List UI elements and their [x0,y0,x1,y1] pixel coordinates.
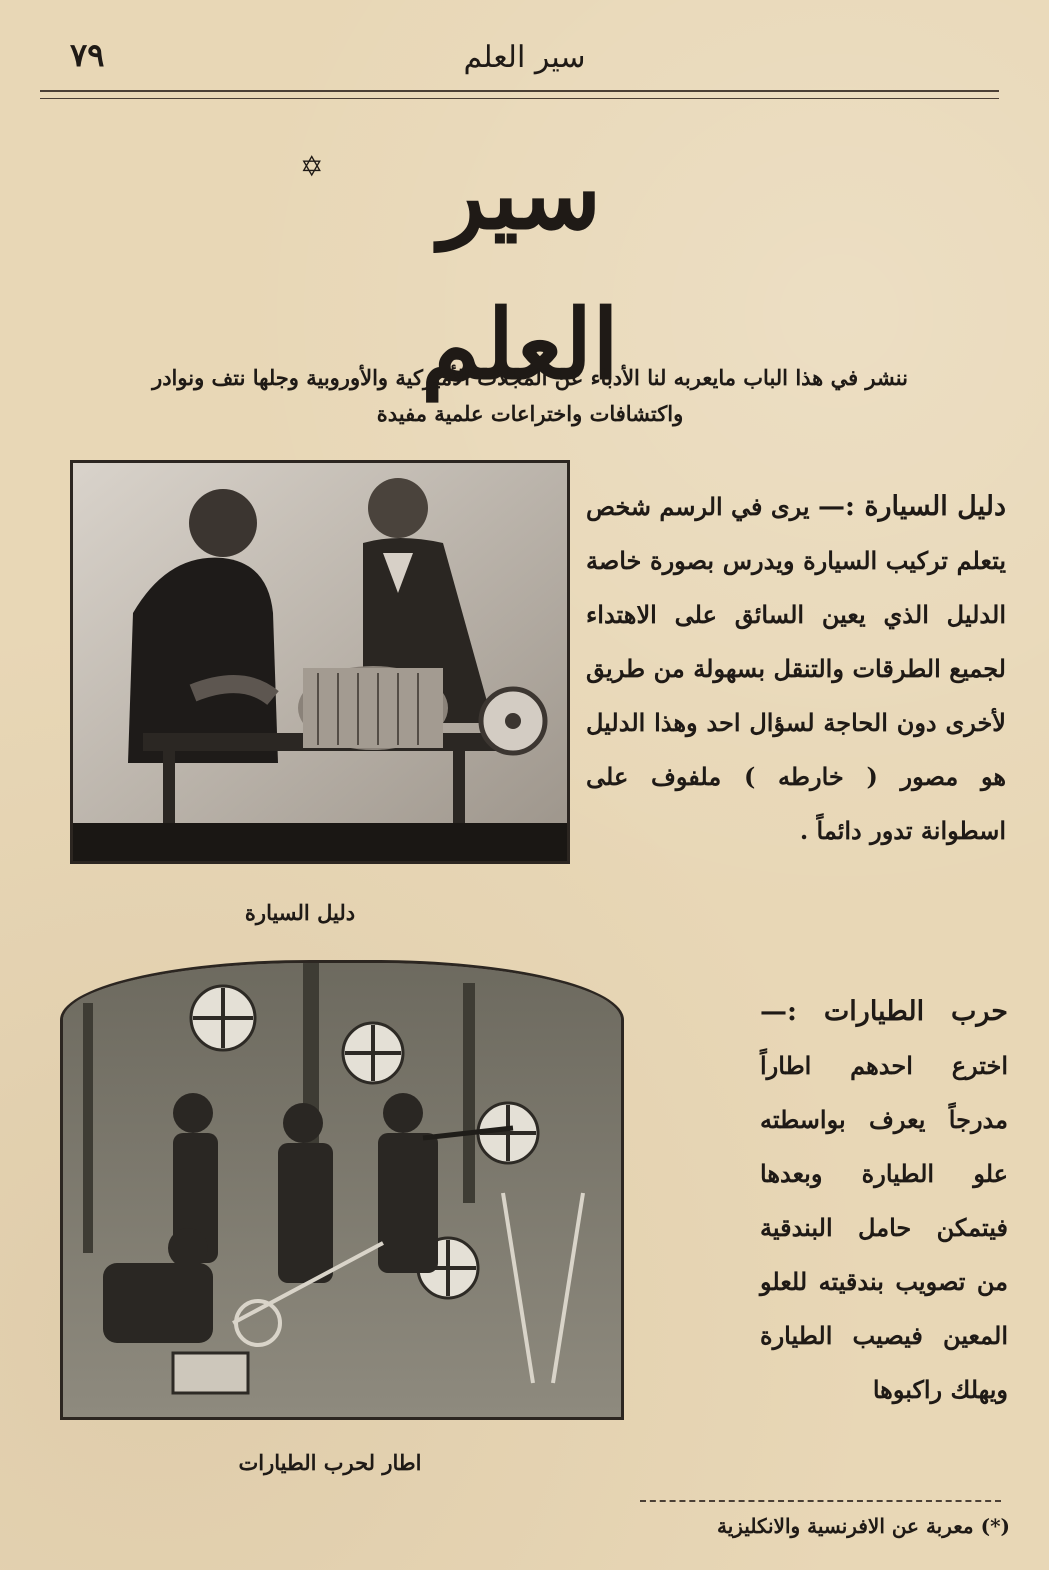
photo-car-guide [70,460,570,864]
article-aircraft-war [760,985,1008,1417]
running-title: سير العلم [463,40,586,75]
photo-caption-aircraft-frame: اطار لحرب الطيارات [238,1450,422,1475]
article-car-guide [586,480,1006,858]
masthead-title: سير العلم [421,138,619,401]
page-number: ٧٩ [70,36,105,74]
footnote-rule [640,1500,1001,1502]
article-body: اخترع احدهم اطاراً مدرجاً يعرف بواسطته علو الطيارة وبعدها فيتمكن حامل البندقية من تصويب بندقيته للعلو المعين فيصيب الطيارة ويهلك راكبوها [760,1051,1008,1404]
footnote: (*) معربة عن الافرنسية والانكليزية [716,1514,1010,1538]
article-headline: دليل السيارة :— [817,491,1006,522]
section-intro: ننشر في هذا الباب مايعربه لنا الأدباء عن المجلات الأميركية والأوروبية وجلها نتف ونوادر واكتشافات واختراعات علمية مفيدة [152,365,908,426]
photo-aircraft-frame [60,960,624,1420]
article-body: يرى في الرسم شخص يتعلم تركيب السيارة ويدرس بصورة خاصة الدليل الذي يعين السائق على الاهتداء لجميع الطرقات والتنقل بسهولة من طريق لأخرى دون الحاجة لسؤال احد وهذا الدليل هو مصور ( خارطه ) ملفوف على اسطوانة تدور دائماً . [586,492,1006,845]
top-rule [40,90,999,99]
article-headline: حرب الطيارات :— [760,996,1008,1027]
photo-caption-car-guide: دليل السيارة [244,900,356,925]
aircraft-frame-illustration [63,963,621,1417]
footnote-star-icon: ✡ [300,150,324,183]
car-guide-illustration [73,463,567,861]
